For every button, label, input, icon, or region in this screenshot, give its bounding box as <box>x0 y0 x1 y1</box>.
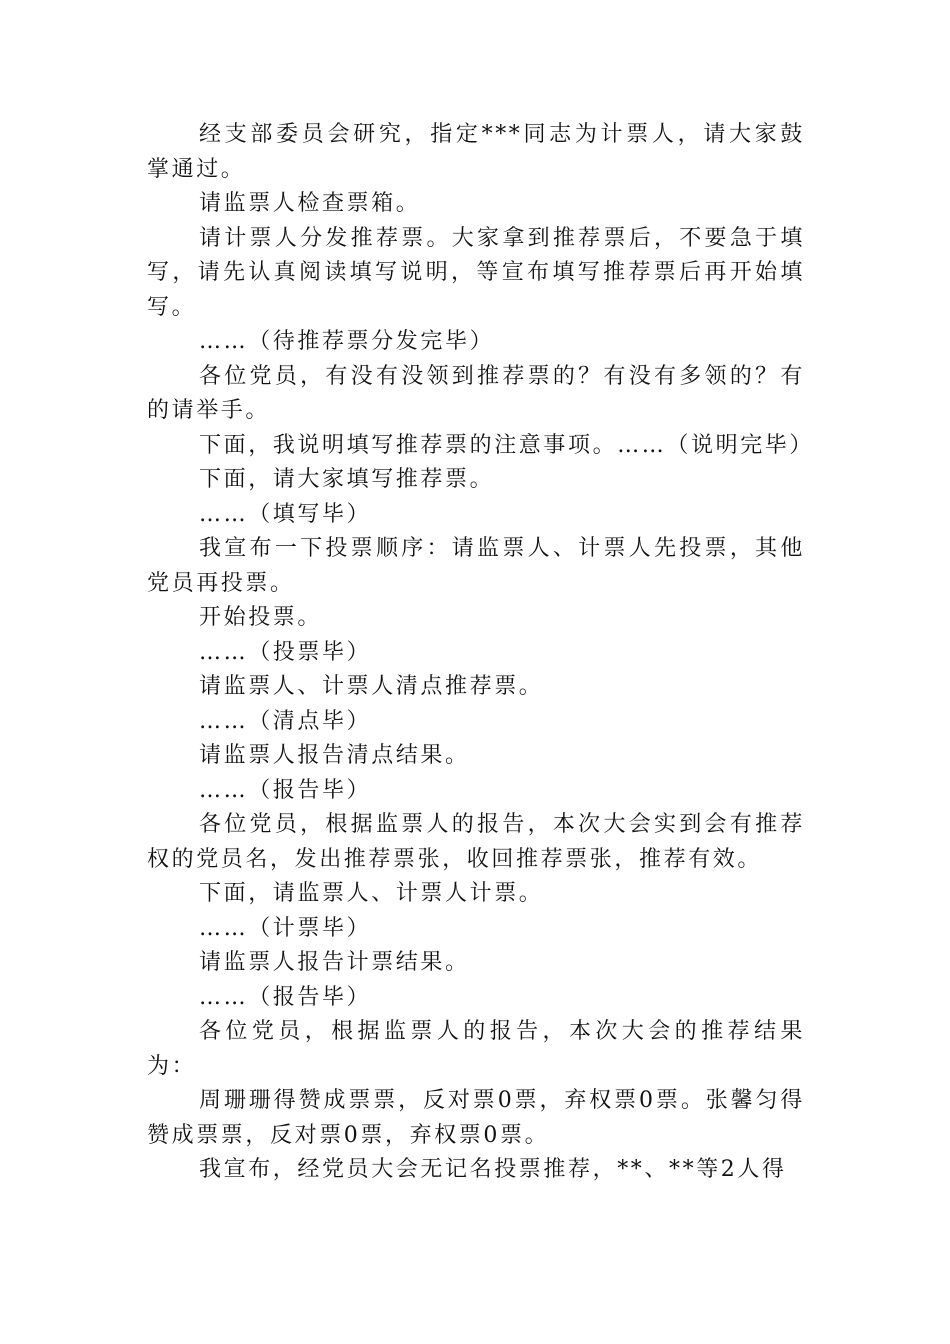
paragraph: 请监票人报告清点结果。 <box>199 743 470 768</box>
paragraph: ……（填写毕） <box>199 501 372 527</box>
paragraph: 我宣布一下投票顺序：请监票人、计票人先投票，其他党员再投票。 <box>147 536 805 596</box>
paragraph: 请监票人、计票人清点推荐票。 <box>199 674 544 699</box>
paragraph: ……（待推荐票分发完毕） <box>199 329 495 354</box>
document-body <box>147 118 815 1188</box>
paragraph: 周珊珊得赞成票票，反对票0票，弃权票0票。张馨匀得赞成票票，反对票0票，弃权票0票。 <box>147 1088 805 1148</box>
paragraph: 各位党员，根据监票人的报告，本次大会的推荐结果为： <box>147 1019 805 1079</box>
paragraph: 请计票人分发推荐票。大家拿到推荐票后，不要急于填写，请先认真阅读填写说明，等宣布填写推荐票后再开始填写。 <box>147 225 805 320</box>
paragraph: 经支部委员会研究，指定***同志为计票人，请大家鼓掌通过。 <box>147 122 805 182</box>
paragraph: 开始投票。 <box>199 605 323 630</box>
paragraph: 各位党员，根据监票人的报告，本次大会实到会有推荐权的党员名，发出推荐票张，收回推荐票张，推荐有效。 <box>147 812 805 872</box>
paragraph: 下面，请大家填写推荐票。 <box>199 467 495 492</box>
paragraph: 我宣布，经党员大会无记名投票推荐，**、**等2人得 <box>199 1157 787 1182</box>
paragraph: ……（报告毕） <box>199 777 372 803</box>
paragraph: 请监票人报告计票结果。 <box>199 950 470 975</box>
paragraph: 各位党员，有没有没领到推荐票的？有没有多领的？有的请举手。 <box>147 363 805 423</box>
paragraph: 下面，我说明填写推荐票的注意事项。……（说明完毕） <box>199 432 815 458</box>
paragraph: ……（清点毕） <box>199 708 372 734</box>
paragraph: 请监票人检查票箱。 <box>199 191 421 216</box>
paragraph: ……（报告毕） <box>199 984 372 1010</box>
paragraph: 下面，请监票人、计票人计票。 <box>199 881 544 906</box>
paragraph: ……（投票毕） <box>199 639 372 665</box>
paragraph: ……（计票毕） <box>199 915 372 941</box>
